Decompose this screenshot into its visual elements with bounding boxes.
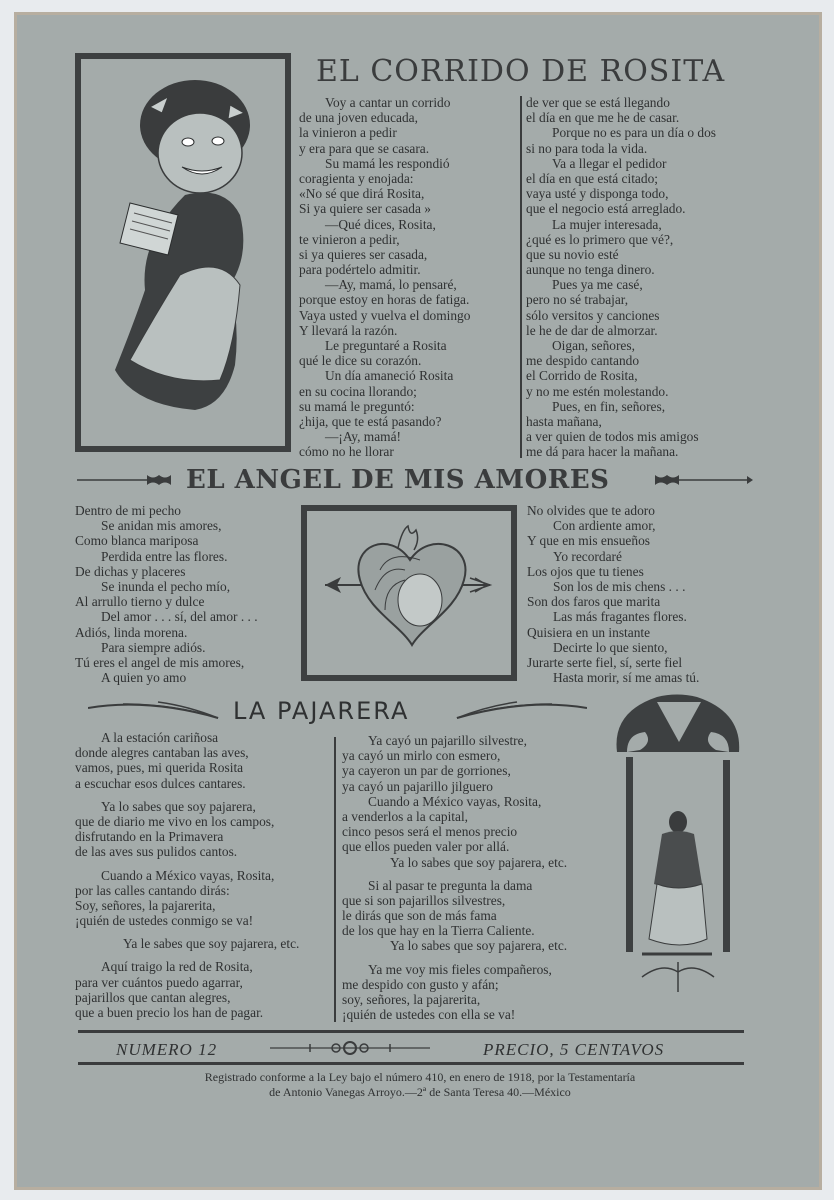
- verse-line: Tú eres el angel de mis amores,: [75, 654, 245, 670]
- verse-line: Quisiera en un instante: [527, 624, 651, 640]
- verse-line: de las aves sus pulidos cantos.: [75, 844, 238, 860]
- registration-line-1: Registrado conforme a la Ley bajo el número 410, en enero de 1918, por la Testamentaría: [204, 1070, 636, 1084]
- verse-line: Si ya quiere ser casada »: [299, 201, 431, 217]
- verse-line: Y llevará la razón.: [299, 322, 398, 338]
- verse-line: Va a llegar el pedidor: [552, 155, 667, 171]
- verse-line: Ya lo sabes que soy pajarera,: [101, 798, 256, 814]
- verse-line: para ver cuántos puedo agarrar,: [75, 974, 243, 990]
- verse-line: por las calles cantando dirás:: [75, 882, 230, 898]
- verse-line: y era para que se casara.: [299, 140, 430, 156]
- verse-line: Soy, señores, la pajarerita,: [75, 897, 216, 913]
- stanza-gap: [342, 954, 567, 962]
- verse-line: aunque no tenga dinero.: [526, 262, 655, 278]
- verse-line: Se inunda el pecho mío,: [101, 578, 231, 594]
- verse-line: a venderlos a la capital,: [342, 808, 469, 824]
- verse-line: coragienta y enojada:: [299, 170, 414, 186]
- verse-line: Si al pasar te pregunta la dama: [368, 877, 533, 893]
- center-ornament: [270, 1041, 430, 1055]
- verse-line: de los que hay en la Tierra Caliente.: [342, 923, 535, 939]
- verse-line: Vaya usted y vuelva el domingo: [299, 307, 471, 323]
- left-swash-ornament: [88, 700, 223, 720]
- verse-line: a escuchar esos dulces cantares.: [75, 775, 246, 791]
- verse-line: pero no sé trabajar,: [526, 292, 629, 308]
- verse-line: soy, señores, la pajarerita,: [342, 992, 481, 1007]
- verse-line: De dichas y placeres: [75, 563, 186, 579]
- verse-line: —Ay, mamá, lo pensaré,: [325, 277, 457, 293]
- verse-line: Cuando a México vayas, Rosita,: [368, 793, 542, 809]
- verse-line: ¡quién de ustedes conmigo se va!: [75, 913, 254, 929]
- verse-line: Un día amaneció Rosita: [325, 368, 454, 384]
- verse-line: para podértelo admitir.: [299, 262, 421, 278]
- column-divider: [334, 737, 336, 1022]
- verse-line: el día en que está citado;: [526, 170, 658, 186]
- verse-line: de una joven educada,: [299, 110, 418, 126]
- verse-line: le he de dar de almorzar.: [526, 322, 658, 338]
- registration-notice: [80, 1070, 760, 1100]
- verse-line: me despido con gusto y afán;: [342, 976, 499, 992]
- registration-line-2: de Antonio Vanegas Arroyo.—2ª de Santa Teresa 40.—México: [269, 1085, 571, 1099]
- verse-line: Perdida entre las flores.: [101, 548, 228, 564]
- verse-line: Son los de mis chens . . .: [553, 578, 686, 594]
- verse-line: Pues ya me casé,: [552, 277, 643, 293]
- verse-line: de ver que se está llegando: [526, 95, 670, 110]
- verse-line: Yo recordaré: [553, 548, 622, 564]
- verse-line: qué le dice su corazón.: [299, 353, 422, 369]
- verse-line: Como blanca mariposa: [75, 533, 199, 549]
- pajarera-column-2: [342, 733, 567, 1022]
- verse-line: Adiós, linda morena.: [75, 624, 188, 640]
- verse-line: Ya cayó un pajarillo silvestre,: [368, 733, 527, 748]
- verse-line: que si son pajarillos silvestres,: [342, 892, 506, 908]
- verse-line: Hasta morir, sí me amas tú.: [553, 670, 700, 686]
- verse-line: hasta mañana,: [526, 413, 602, 429]
- verse-line: ya cayó un mirlo con esmero,: [342, 748, 501, 764]
- verse-line: si no para toda la vida.: [526, 140, 648, 156]
- verse-line: cinco pesos será el menos precio: [342, 824, 518, 840]
- stanza-gap: [75, 860, 299, 868]
- footer-bottom-rule: [78, 1062, 744, 1065]
- stanza-gap: [342, 870, 567, 878]
- verse-line: Y que en mis ensueños: [527, 533, 650, 549]
- verse-line: Decirte lo que siento,: [553, 639, 668, 655]
- verse-line: ya cayó un pajarillo jilguero: [342, 778, 493, 794]
- verse-line: porque estoy en horas de fatiga.: [299, 292, 470, 308]
- footer-top-rule: [78, 1030, 744, 1033]
- verse-line: —¡Ay, mamá!: [325, 429, 401, 445]
- verse-line: Porque no es para un día o dos: [552, 125, 717, 141]
- verse-line: pajarillos que cantan alegres,: [75, 989, 231, 1005]
- verse-line: Aquí traigo la red de Rosita,: [101, 959, 253, 975]
- stanza-gap: [75, 928, 299, 936]
- verse-line: ¿qué es lo primero que vé?,: [526, 231, 674, 247]
- verse-line: ya cayeron un par de gorriones,: [342, 763, 511, 779]
- verse-line: el Corrido de Rosita,: [526, 368, 638, 384]
- song-title-el-angel-de-mis-amores: EL ANGEL DE MIS AMORES: [186, 465, 610, 495]
- verse-line: que de diario me vivo en los campos,: [75, 813, 275, 829]
- column-divider: [520, 96, 522, 458]
- verse-line: vamos, pues, mi querida Rosita: [75, 760, 244, 776]
- verse-line: el día en que me he de casar.: [526, 110, 680, 126]
- verse-line: Al arrullo tierno y dulce: [75, 594, 205, 610]
- verse-line: la vinieron a pedir: [299, 125, 397, 141]
- verse-line: que su novio esté: [526, 246, 619, 262]
- verse-line: ¿hija, que te está pasando?: [299, 413, 442, 429]
- verse-line: sólo versitos y canciones: [526, 307, 660, 323]
- verse-line: en su cocina llorando;: [299, 383, 417, 399]
- verse-line: a ver quien de todos mis amigos: [526, 429, 699, 445]
- verse-line: Son dos faros que marita: [527, 594, 661, 610]
- verse-line: Las más fragantes flores.: [553, 609, 687, 625]
- corrido-column-2: [526, 95, 716, 460]
- song-title-la-pajarera: LA PAJARERA: [233, 697, 410, 725]
- verse-line: vaya usté y disponga todo,: [526, 186, 669, 202]
- song-title-corrido-de-rosita: EL CORRIDO DE ROSITA: [316, 54, 726, 89]
- pajarera-column-1: [75, 730, 299, 1020]
- verse-line: y no me estén molestando.: [526, 383, 669, 399]
- verse-line: No olvides que te adoro: [527, 503, 655, 518]
- verse-line: su mamá le preguntó:: [299, 398, 415, 414]
- verse-line: Le preguntaré a Rosita: [325, 338, 447, 353]
- corrido-column-1: [299, 95, 470, 460]
- verse-line: le dirás que son de más fama: [342, 908, 497, 924]
- verse-line: Ya le sabes que soy pajarera, etc.: [123, 936, 300, 952]
- verse-line: Con ardiente amor,: [553, 518, 656, 534]
- verse-line: si ya quieres ser casada,: [299, 246, 428, 262]
- verse-line: que el negocio está arreglado.: [526, 201, 686, 217]
- stanza-gap: [75, 791, 299, 799]
- verse-line: Ya lo sabes que soy pajarera, etc.: [390, 854, 568, 870]
- verse-line: ¡quién de ustedes con ella se va!: [342, 1007, 516, 1023]
- verse-line: Los ojos que tu tienes: [527, 563, 644, 579]
- verse-line: Ya lo sabes que soy pajarera, etc.: [390, 938, 568, 954]
- right-swash-ornament: [452, 700, 587, 720]
- right-arrow-ornament: [653, 474, 753, 486]
- verse-line: Oigan, señores,: [552, 338, 635, 353]
- verse-line: Del amor . . . sí, del amor . . .: [101, 609, 258, 625]
- angel-column-1: [75, 503, 258, 685]
- verse-line: Cuando a México vayas, Rosita,: [101, 867, 275, 883]
- verse-line: disfrutando en la Primavera: [75, 829, 224, 845]
- verse-line: Pues, en fin, señores,: [552, 398, 666, 414]
- angel-column-2: [527, 503, 699, 685]
- verse-line: La mujer interesada,: [552, 216, 662, 232]
- rosita-caricature-illustration: [90, 75, 276, 435]
- issue-number: NUMERO 12: [116, 1040, 218, 1059]
- price: PRECIO, 5 CENTAVOS: [483, 1040, 665, 1059]
- verse-line: Voy a cantar un corrido: [325, 95, 451, 110]
- verse-line: cómo no he llorar: [299, 444, 394, 460]
- verse-line: donde alegres cantaban las aves,: [75, 745, 249, 761]
- verse-line: Para siempre adiós.: [101, 639, 206, 655]
- verse-line: —Qué dices, Rosita,: [325, 216, 436, 232]
- verse-line: Ya me voy mis fieles compañeros,: [368, 961, 552, 977]
- verse-line: Jurarte serte fiel, sí, serte fiel: [527, 654, 683, 670]
- stanza-gap: [75, 951, 299, 959]
- verse-line: que ellos pueden valer por allá.: [342, 839, 510, 855]
- verse-line: Dentro de mi pecho: [75, 503, 181, 518]
- verse-line: Se anidan mis amores,: [101, 518, 222, 534]
- woman-in-rebozo-illustration: [612, 692, 744, 997]
- heart-arrow-illustration: [320, 520, 500, 660]
- verse-line: A la estación cariñosa: [101, 730, 219, 745]
- verse-line: te vinieron a pedir,: [299, 231, 400, 247]
- verse-line: «No sé que dirá Rosita,: [299, 186, 425, 202]
- verse-line: que a buen precio los han de pagar.: [75, 1005, 264, 1020]
- verse-line: Su mamá les respondió: [325, 155, 450, 171]
- verse-line: me dá para hacer la mañana.: [526, 444, 679, 460]
- verse-line: me despido cantando: [526, 353, 640, 369]
- left-arrow-ornament: [77, 474, 177, 486]
- verse-line: A quien yo amo: [101, 670, 187, 686]
